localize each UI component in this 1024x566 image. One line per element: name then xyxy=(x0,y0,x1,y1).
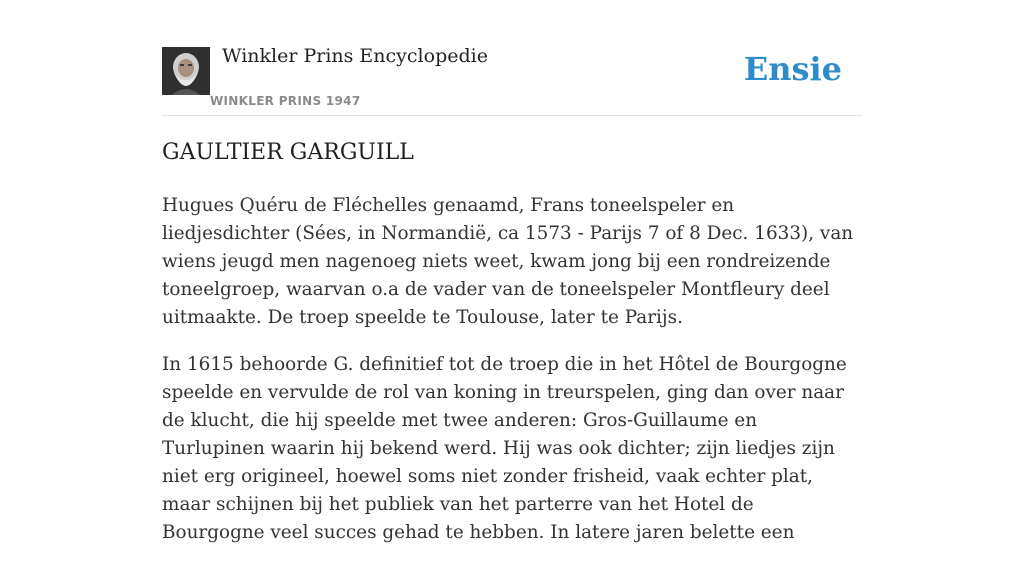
article-paragraph: In 1615 behoorde G. definitief tot de troep die in het Hôtel de Bourgogne speelde en vervulde de rol van koning in treurspelen, ging dan over naar de klucht, die hij speelde met twee anderen: Gros-Guillaume en Turlupinen waarin hij bekend werd. Hij was ook dichter; zijn liedjes zijn niet erg origineel, hoewel soms niet zonder frisheid, vaak echter plat, maar schijnen bij het publiek van het parterre van het Hotel de Bourgogne veel succes gehad te hebben. In latere jaren belette een xyxy=(162,354,847,543)
bearded-man-portrait-icon[interactable] xyxy=(162,47,210,95)
article-paragraph: Hugues Quéru de Fléchelles genaamd, Frans toneelspeler en liedjesdichter (Sées, in Normandië, ca 1573 - Parijs 7 of 8 Dec. 1633), van wiens jeugd men nagenoeg niets weet, kwam jong bij een rondreizende toneelgroep, waarvan o.a de vader van de toneelspeler Montfleury deel uitmaakte. De troep speelde te Toulouse, later te Parijs. xyxy=(162,195,854,328)
site-name[interactable]: Winkler Prins Encyclopedie xyxy=(222,45,488,67)
brand-logo-link[interactable]: Ensie xyxy=(743,50,842,88)
article-body xyxy=(162,192,862,566)
site-header xyxy=(162,0,862,116)
edition-label[interactable]: WINKLER PRINS 1947 xyxy=(210,94,361,108)
article-title: GAULTIER GARGUILL xyxy=(162,140,414,165)
